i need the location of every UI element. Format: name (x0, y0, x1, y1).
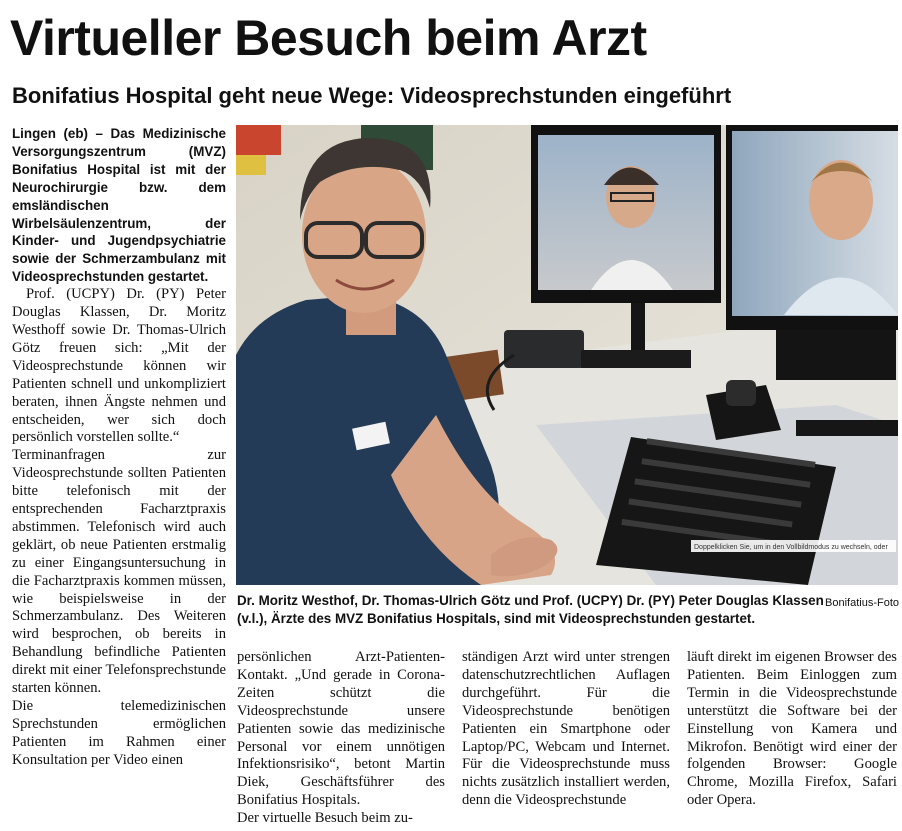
body-paragraph: Die telemedizinischen Sprechstunden ermöglichen Patienten im Rahmen einer Konsultation per Video einen (12, 698, 226, 768)
body-paragraph: Terminanfragen zur Videosprechstunde sollten Patienten bitte telefonisch mit der entsprechenden Facharztpraxis abstimmen. Telefonisch wird auch geklärt, ob neue Patienten erstmalig zu einer Eingangsuntersuchung in die Facharztpraxis kommen müssen, wie beispielsweise in der Schmerzambulanz. Des Weiteren wird besprochen, ob bereits in Behandlung befindliche Patienten direkt mit einer Telefonsprechstunde starten können. (12, 447, 226, 697)
headline: Virtueller Besuch beim Arzt (10, 10, 647, 66)
lead-paragraph: Lingen (eb) – Das Medizinische Versorgungszentrum (MVZ) Bonifatius Hospital ist mit der Neurochirurgie bzw. dem emsländischen Wirbelsäulenzentrum, der Kinder- und Jugendpsychiatrie sowie der Schmerzambulanz mit Videosprechstunden gestartet. (12, 126, 226, 285)
article-column-2 (237, 649, 445, 831)
body-paragraph: Prof. (UCPY) Dr. (PY) Peter Douglas Klassen, Dr. Moritz Westhoff sowie Dr. Thomas-Ulrich Götz freuen sich: „Mit der Videosprechstunde können wir Patienten schnell und unkompliziert beraten, ihnen Ängste nehmen und entscheiden, wer sich doch persönlich vorstellen sollte.“ (12, 286, 226, 446)
photo-caption (237, 592, 899, 628)
screen-hint-text: Doppelklicken Sie, um in den Vollbildmodus zu wechseln, oder (694, 544, 888, 551)
article-column-4 (687, 649, 897, 831)
photo-credit: Bonifatius-Foto (825, 597, 899, 609)
body-paragraph: persönlichen Arzt-Patienten-Kontakt. „Und gerade in Corona-Zeiten schützt die Videosprechstunde unsere Patienten sowie das medizinische Personal vor einem unnötigen Infektionsrisiko“, betont Martin Diek, Geschäftsführer des Bonifatius Hospitals. (237, 649, 445, 809)
body-paragraph: läuft direkt im eigenen Browser des Patienten. Beim Einloggen zum Termin in die Videosprechstunde unterstützt die Software bei der Einstellung von Kamera und Mikrofon. Benötigt wird einer der folgenden Browser: Google Chrome, Mozilla Firefox, Safari oder Opera. (687, 649, 897, 809)
article-column-3 (462, 649, 670, 831)
body-paragraph: ständigen Arzt wird unter strengen datenschutzrechtlichen Auflagen durchgeführt. Für die Videosprechstunde benötigen Patienten ein Smartphone oder Laptop/PC, Webcam und Internet. Für die Videosprechstunde muss nichts zusätzlich installiert werden, denn die Videosprechstunde (462, 649, 670, 809)
subheadline: Bonifatius Hospital geht neue Wege: Videosprechstunden eingeführt (12, 83, 732, 108)
article-column-1 (12, 125, 226, 831)
body-paragraph: Der virtuelle Besuch beim zu- (237, 810, 413, 827)
article-photo (236, 125, 898, 585)
caption-text: Dr. Moritz Westhof, Dr. Thomas-Ulrich Götz und Prof. (UCPY) Dr. (PY) Peter Douglas Klassen (v.l.), Ärzte des MVZ Bonifatius Hospitals, sind mit Videosprechstunden gestartet. (237, 593, 824, 626)
doctor-video-call-illustration (236, 125, 898, 585)
